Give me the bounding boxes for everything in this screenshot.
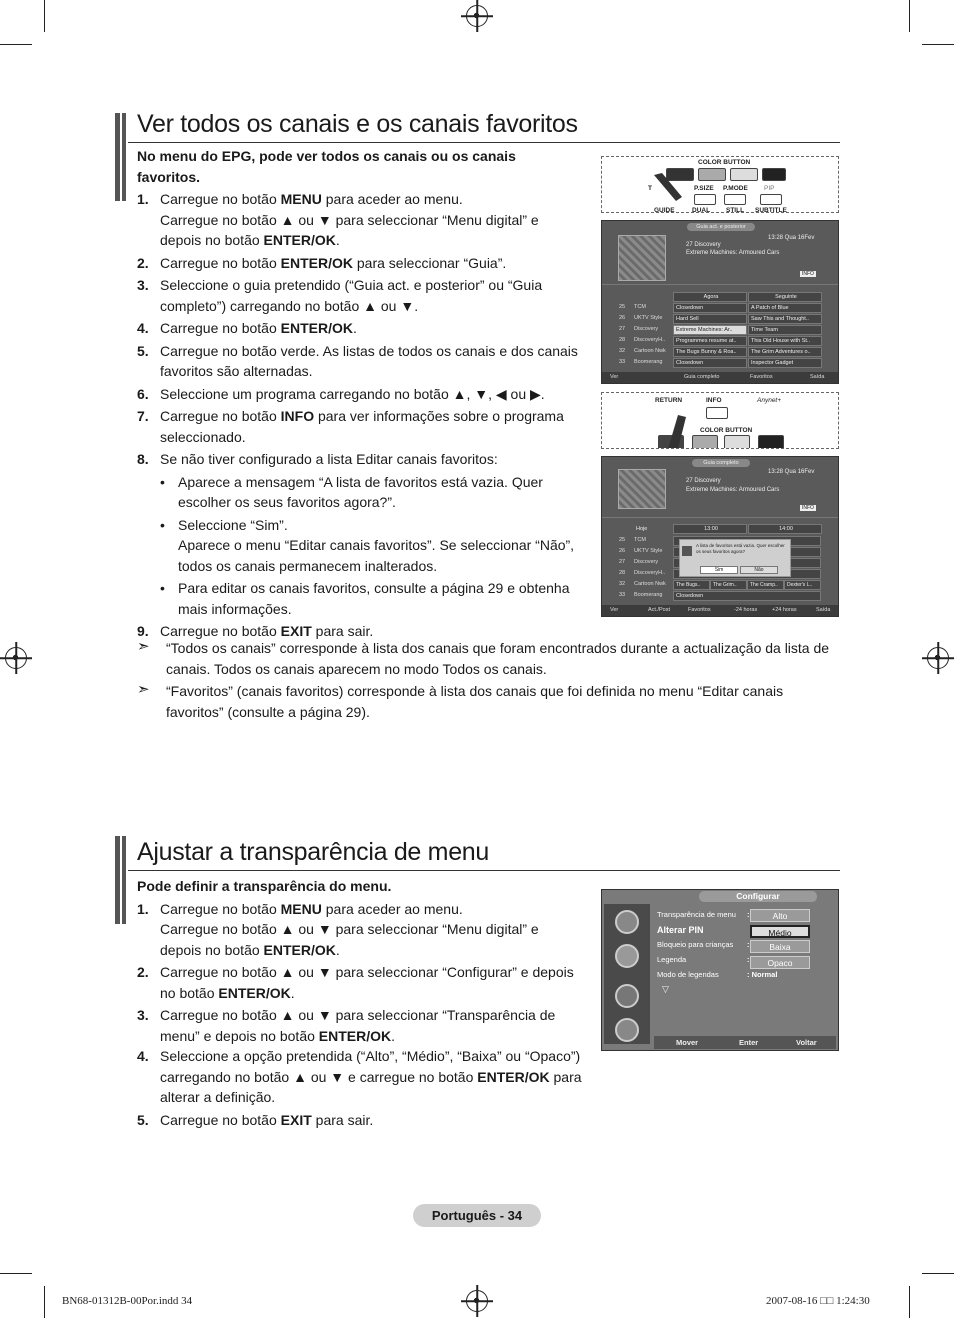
subtitle-label: SUBTITLE (755, 207, 787, 213)
step-number: 3. (137, 1007, 149, 1023)
program-next-cell[interactable]: Inspector Gadget (748, 358, 822, 368)
program-now-cell[interactable]: Programmes resume at.. (673, 336, 747, 346)
program-now-cell[interactable]: Closedown (673, 358, 747, 368)
epg-row[interactable]: 26 UKTV Style (619, 315, 663, 321)
epg-row[interactable]: 26 UKTV Style (619, 548, 663, 554)
section1-intro: No menu do EPG, pode ver todos os canais ou os canais favoritos. (137, 148, 516, 185)
section2-steps (137, 899, 582, 1047)
epg-row[interactable]: 27 Discovery (619, 559, 659, 565)
pip-button[interactable] (760, 194, 782, 205)
step-text: Carregue no botão MENU para aceder ao menu. Carregue no botão ▲ ou ▼ para seleccionar “Menu digital” e depois no botão ENTER/OK. (160, 900, 539, 958)
setup-item-label: Transparência de menu (657, 910, 736, 919)
finger-pointer-icon (652, 171, 692, 207)
warning-icon (682, 546, 692, 556)
step-text: Se não tiver configurado a lista Editar canais favoritos: (160, 451, 498, 467)
yellow-button[interactable] (730, 168, 758, 181)
dual-label: DUAL (692, 207, 711, 213)
step-text: Carregue no botão ▲ ou ▼ para seleccionar “Configurar” e depois no botão ENTER/OK. (160, 964, 574, 1001)
section1-body (137, 146, 582, 644)
setup-item-value: : Normal (747, 970, 778, 979)
ttx-label: T (648, 185, 652, 192)
section-title: Ajustar a transparência de menu (137, 838, 490, 866)
dialog-no-button[interactable]: Não (740, 566, 778, 574)
step-number: 2. (137, 964, 149, 980)
yellow-button[interactable] (724, 435, 750, 449)
step-text: Carregue no botão ▲ ou ▼ para seleccionar “Transparência de menu” e depois no botão ENTER/OK. (160, 1007, 556, 1044)
program-cell[interactable]: The Bugs.. (673, 580, 710, 590)
footer-now-next: Act./Post (648, 607, 671, 613)
crop-mark (44, 0, 45, 32)
setup-item[interactable] (657, 925, 837, 937)
section1-bullets (137, 472, 582, 620)
program-now-cell[interactable]: Closedown (673, 303, 747, 313)
epg-channel: 27 Discovery (686, 242, 721, 248)
remote-illustration (601, 156, 839, 213)
epg-row[interactable]: 28 DiscoveryH.. (619, 570, 666, 576)
footer-favorites: Favoritos (750, 374, 773, 380)
footer-view: Ver (610, 607, 619, 613)
file-slug: BN68-01312B-00Por.indd 34 (62, 1295, 193, 1307)
step-number: 7. (137, 408, 149, 424)
pmode-label: P.MODE (723, 185, 748, 192)
step-4 (137, 318, 582, 339)
note-item: ➣ “Favoritos” (canais favoritos) corresponde à lista dos canais que foi definida no menu “Editar canais favoritos” (consulte a página 29). (137, 681, 784, 720)
anynet-label: Anynet+ (757, 397, 782, 404)
date-slug: 2007-08-16 □□ 1:24:30 (766, 1295, 870, 1307)
step-number: 5. (137, 342, 149, 359)
setup-item-value: : (747, 955, 750, 964)
pmode-button[interactable] (724, 194, 746, 205)
setup-item-label: Modo de legendas (657, 970, 719, 979)
program-now-cell[interactable]: Extreme Machines: Ar.. (673, 325, 747, 335)
input-icon[interactable] (615, 1018, 639, 1042)
program-next-cell[interactable]: A Patch of Blue (748, 303, 822, 313)
epg-footer (602, 372, 838, 383)
setup-header: Configurar (699, 891, 817, 902)
still-label: STILL (726, 207, 745, 213)
epg-program: Extreme Machines: Armoured Cars (686, 250, 780, 256)
step-text: Seleccione o guia pretendido (“Guia act. e posterior” ou “Guia completo”) carregando no botão ▲ ou ▼. (160, 277, 543, 314)
transparency-option-1[interactable]: Alto (750, 909, 810, 922)
bullet-item: • Aparece a mensagem “A lista de favoritos está vazia. Quer escolher os seus favoritos agora?”. (160, 473, 543, 510)
footer-favorites: Favoritos (688, 607, 711, 613)
finger-pointer-icon (664, 409, 704, 449)
color-button-label: COLOR BUTTON (698, 159, 751, 166)
step-text: Seleccione um programa carregando no botão ▲, ▼, ◀ ou ▶. (160, 385, 545, 402)
step-text: Seleccione a opção pretendida (“Alto”, “Médio”, “Baixa” ou “Opaco”) carregando no botão ▲ ou ▼ e carregue no botão ENTER/OK para alterar a definição. (160, 1048, 582, 1105)
step-7 (137, 406, 582, 447)
program-next-cell[interactable]: The Grim Adventures o.. (748, 347, 822, 357)
epg-row[interactable]: 33 Boomerang (619, 359, 663, 365)
section2-body (137, 876, 582, 1048)
section1-steps (137, 189, 582, 470)
setup-item-label: Alterar PIN (657, 925, 704, 935)
step-number: 1. (137, 900, 149, 917)
crop-mark (44, 1286, 45, 1318)
program-cell[interactable]: The Grim.. (710, 580, 747, 590)
setup-item[interactable] (657, 955, 837, 967)
satellite-icon[interactable] (615, 910, 639, 934)
info-label: INFO (706, 397, 722, 404)
section-rule (128, 142, 840, 143)
program-now-cell[interactable]: Hard Sell (673, 314, 747, 324)
footer-plus-24h: +24 horas (772, 607, 797, 613)
step-1 (137, 899, 582, 961)
crop-mark (909, 1286, 910, 1318)
registration-mark-icon (5, 647, 27, 669)
divider (602, 284, 838, 285)
crop-mark (0, 1273, 32, 1274)
scroll-down-icon[interactable]: ▽ (662, 984, 669, 994)
epg-channel: 27 Discovery (686, 478, 721, 484)
step-number: 3. (137, 277, 149, 293)
section2-intro: Pode definir a transparência do menu. (137, 878, 392, 894)
epg-row[interactable]: 25 TCM (619, 537, 646, 543)
footer-back: Voltar (796, 1038, 817, 1047)
info-badge: INFO (802, 505, 814, 511)
step-number: 4. (137, 320, 149, 336)
crop-mark (922, 44, 954, 45)
step-2 (137, 253, 582, 274)
setup-item-label: Legenda (657, 955, 687, 964)
footer-view: Ver (610, 374, 619, 380)
footer-move: Mover (676, 1038, 699, 1047)
registration-mark-icon (466, 1290, 488, 1312)
psize-button[interactable] (694, 194, 716, 205)
section-rule (128, 870, 840, 871)
section2-steps-continued (137, 1046, 837, 1132)
step-number: 9. (137, 623, 149, 639)
col-now: Agora (673, 292, 747, 302)
section-bar (122, 836, 126, 924)
program-cell[interactable]: Dexter's L.. (784, 580, 821, 590)
bullet-item: • Seleccione “Sim”. Aparece o menu “Editar canais favoritos”. Se seleccionar “Não”, todos os canais permanecem inalterados. (160, 516, 575, 574)
note-arrow-icon: ➣ (137, 638, 150, 655)
step-number: 8. (137, 451, 149, 467)
transparency-option-4[interactable]: Opaco (750, 956, 810, 969)
registration-mark-icon (927, 647, 949, 669)
setup-footer (654, 1036, 836, 1049)
step-3 (137, 275, 582, 316)
crop-mark (909, 0, 910, 32)
blue-button[interactable] (758, 435, 784, 449)
step-text: Carregue no botão EXIT para sair. (160, 623, 374, 639)
sound-icon[interactable] (615, 944, 639, 968)
channel-preview-thumbnail (618, 235, 666, 281)
step-3 (137, 1005, 582, 1046)
color-button-label: COLOR BUTTON (700, 427, 753, 434)
step-text: Carregue no botão EXIT para sair. (160, 1111, 374, 1128)
return-label: RETURN (655, 397, 683, 404)
epg-row[interactable]: 32 Cartoon Nwk (619, 581, 666, 587)
remote-illustration (601, 392, 839, 449)
blue-button[interactable] (762, 168, 786, 181)
epg-full-guide-screen (601, 456, 839, 617)
note-arrow-icon: ➣ (137, 681, 150, 698)
epg-header: Guia act. e posterior (687, 223, 755, 231)
crop-mark (0, 44, 32, 45)
bullet-item: • Para editar os canais favoritos, consulte a página 29 e obtenha mais informações. (160, 580, 570, 617)
pip-label: PIP (764, 185, 775, 192)
step-number: 5. (137, 1111, 149, 1128)
psize-label: P.SIZE (694, 185, 714, 192)
epg-row[interactable]: 27 Discovery (619, 326, 659, 332)
transparency-option-3[interactable]: Baixa (750, 940, 810, 953)
divider (602, 517, 838, 518)
today-label: Hoje (636, 526, 648, 532)
note-item: ➣ “Todos os canais” corresponde à lista dos canais que foram encontrados durante a actualização da lista de canais. Todos os canais aparecem no modo Todos os canais. (137, 638, 830, 677)
step-5 (137, 341, 582, 382)
step-number: 4. (137, 1048, 149, 1064)
dialog-yes-button[interactable]: Sim (700, 566, 738, 574)
footer-exit: Saída (810, 374, 825, 380)
setup-sidebar (604, 904, 650, 1044)
favorites-empty-dialog (679, 539, 791, 577)
green-button[interactable] (698, 168, 726, 181)
epg-row[interactable]: 32 Cartoon Nwk (619, 348, 666, 354)
info-button[interactable] (706, 407, 728, 419)
step-text: Carregue no botão verde. As listas de todos os canais e dos canais favoritos são alternadas. (160, 342, 578, 379)
program-cell[interactable]: The Cramp.. (747, 580, 784, 590)
info-badge: INFO (802, 271, 814, 277)
time-slot-2: 14:00 (748, 524, 822, 534)
crop-mark (922, 1273, 954, 1274)
step-5 (137, 1110, 837, 1131)
step-number: 6. (137, 385, 149, 402)
epg-footer (602, 605, 838, 616)
program-cell[interactable]: Closedown (673, 591, 821, 601)
footer-minus-24h: -24 horas (734, 607, 758, 613)
step-number: 2. (137, 254, 149, 271)
footer-enter: Enter (739, 1038, 759, 1047)
epg-row[interactable]: 28 DiscoveryH.. (619, 337, 666, 343)
epg-now-next-screen (601, 220, 839, 384)
section-bar (115, 113, 120, 201)
dialog-message: A lista de favoritos está vazia. Quer escolher os seus favoritos agora? (696, 543, 785, 554)
setup-item[interactable] (657, 970, 837, 982)
step-text: Carregue no botão INFO para ver informações sobre o programa seleccionado. (160, 408, 564, 445)
epg-datetime: 13:28 Qua 16Fev (768, 235, 815, 241)
section-title: Ver todos os canais e os canais favoritos (137, 110, 578, 138)
epg-datetime: 13:28 Qua 16Fev (768, 469, 815, 475)
program-next-cell[interactable]: Saw This and Thought.. (748, 314, 822, 324)
epg-row[interactable]: 33 Boomerang (619, 592, 663, 598)
program-now-cell[interactable]: The Bugs Bunny & Roa.. (673, 347, 747, 357)
transparency-option-2[interactable]: Médio (750, 925, 810, 938)
epg-row[interactable]: 25 TCM (619, 304, 646, 310)
step-text: Carregue no botão MENU para aceder ao menu. Carregue no botão ▲ ou ▼ para seleccionar “Menu digital” e depois no botão ENTER/OK. (160, 191, 539, 248)
footer-full-guide: Guia completo (684, 374, 720, 380)
footer-exit: Saída (816, 607, 831, 613)
setup-item-label: Bloqueio para crianças (657, 940, 734, 949)
step-2 (137, 962, 582, 1003)
setup-menu-screen (601, 889, 839, 1051)
epg-program: Extreme Machines: Armoured Cars (686, 487, 780, 493)
guide-label: GUIDE (654, 207, 675, 213)
col-next: Seguinte (748, 292, 822, 302)
channel-preview-thumbnail (618, 469, 666, 509)
section-bar (122, 113, 126, 201)
step-8 (137, 449, 582, 470)
time-slot-1: 13:00 (673, 524, 747, 534)
gear-icon[interactable] (615, 984, 639, 1008)
program-next-cell[interactable]: This Old House with St.. (748, 336, 822, 346)
setup-item[interactable] (657, 910, 837, 922)
page-number: Português - 34 (413, 1204, 541, 1227)
section1-notes (137, 638, 837, 724)
setup-item-value: : (747, 940, 750, 949)
step-4 (137, 1046, 582, 1108)
setup-item-value: : (747, 910, 750, 919)
setup-item[interactable] (657, 940, 837, 952)
step-6 (137, 384, 582, 405)
registration-mark-icon (466, 5, 488, 27)
step-text: Carregue no botão ENTER/OK para seleccionar “Guia”. (160, 254, 507, 271)
step-1 (137, 189, 582, 251)
step-number: 1. (137, 191, 149, 207)
step-text: Carregue no botão ENTER/OK. (160, 320, 357, 336)
section-bar (115, 836, 120, 924)
program-next-cell[interactable]: Time Team (748, 325, 822, 335)
epg-header: Guia completo (692, 459, 750, 467)
